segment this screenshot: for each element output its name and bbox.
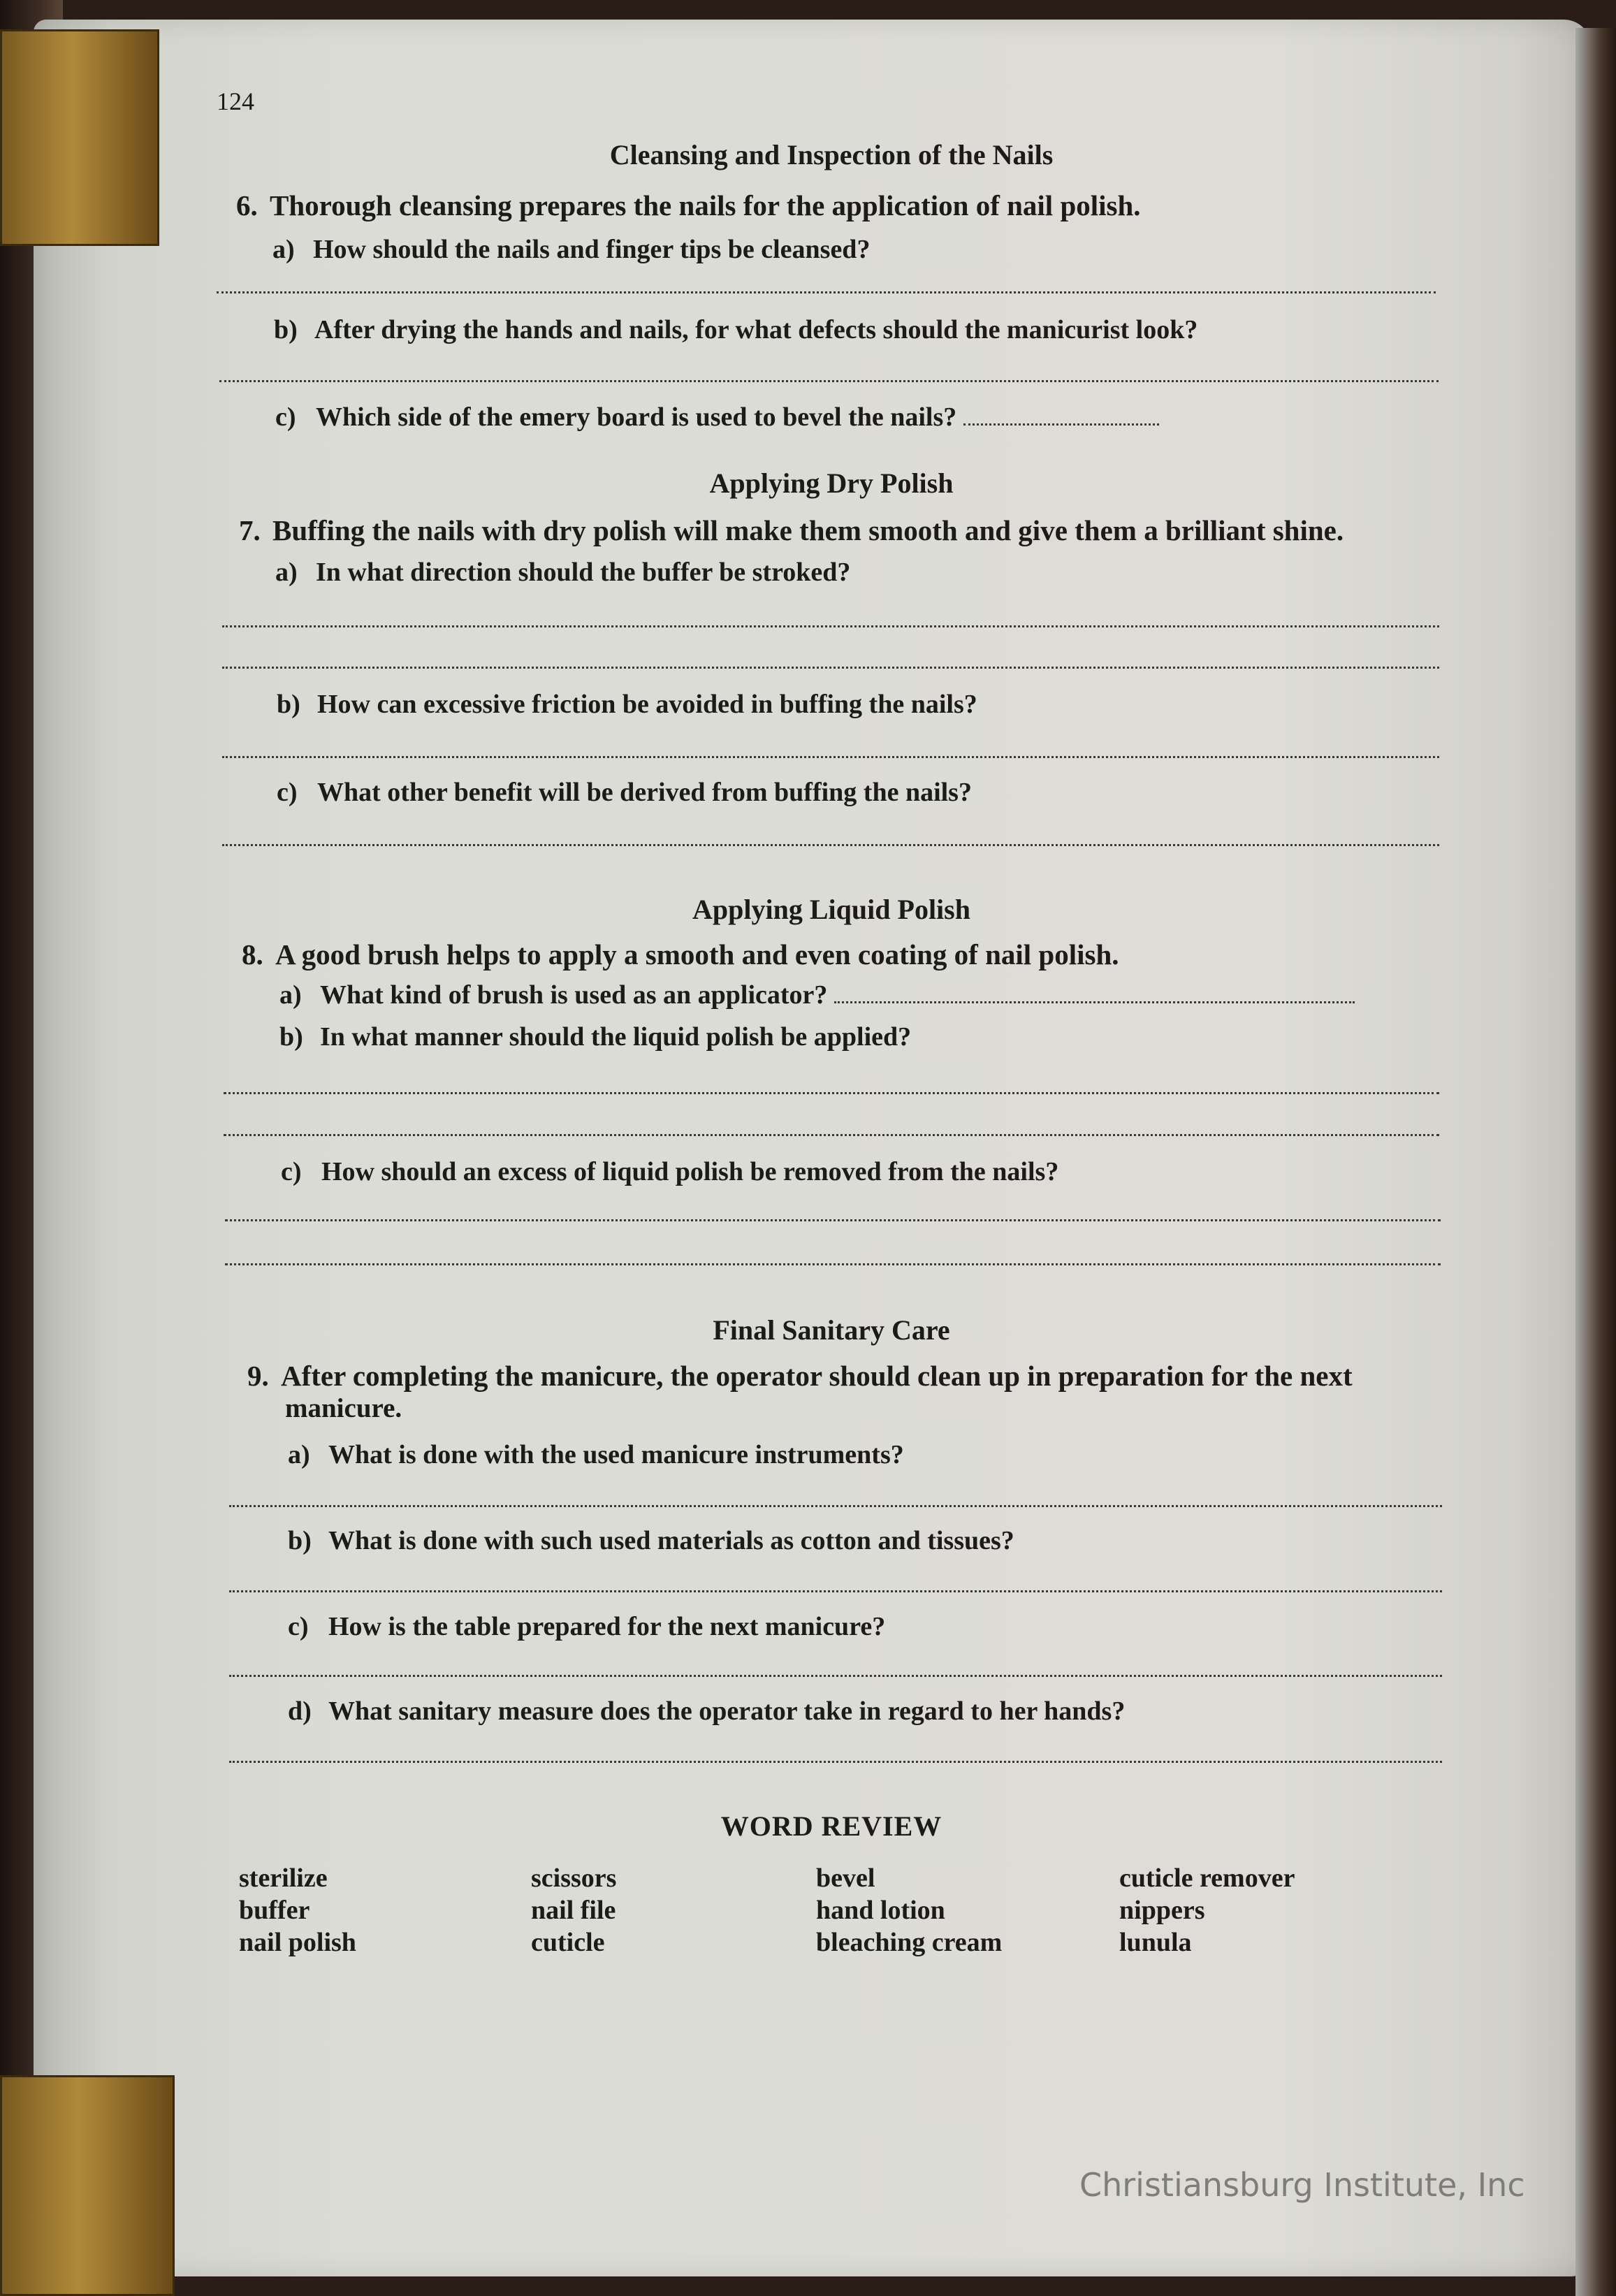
- question-9-continued: manicure.: [285, 1393, 402, 1423]
- question-9c: [288, 1611, 885, 1642]
- section-title-liquid-polish: Applying Liquid Polish: [692, 894, 970, 925]
- question-number: 6.: [236, 189, 258, 221]
- word-review-column-1: [239, 1862, 356, 1959]
- word-review-term: scissors: [531, 1863, 617, 1893]
- word-review-term: nail polish: [239, 1928, 356, 1957]
- word-review-title: WORD REVIEW: [720, 1810, 942, 1842]
- sub-text: How is the table prepared for the next manicure?: [328, 1612, 886, 1641]
- answer-line[interactable]: [222, 756, 1439, 758]
- sub-text: In what manner should the liquid polish be applied?: [320, 1022, 912, 1052]
- question-number: 8.: [242, 938, 263, 971]
- word-review-term: nail file: [531, 1896, 616, 1925]
- word-review-term: bevel: [816, 1863, 875, 1893]
- sub-letter: a): [275, 558, 298, 587]
- question-8: [242, 938, 1119, 971]
- section-title-dry-polish: Applying Dry Polish: [709, 467, 954, 499]
- answer-line[interactable]: [224, 1092, 1439, 1094]
- answer-line[interactable]: [225, 1263, 1441, 1265]
- binder-clip-top: [0, 29, 159, 246]
- page-edge: [1575, 28, 1616, 2296]
- word-review-column-2: [531, 1862, 616, 1959]
- sub-letter: b): [277, 690, 300, 719]
- question-7a: [275, 557, 850, 588]
- sub-text: What is done with the used manicure instruments?: [328, 1440, 904, 1469]
- answer-line[interactable]: [229, 1675, 1442, 1677]
- sub-text: How should the nails and finger tips be cleansed?: [313, 235, 871, 264]
- question-8c: [281, 1156, 1058, 1187]
- word-review-term: cuticle remover: [1119, 1863, 1295, 1893]
- question-6b: [274, 314, 1198, 345]
- sub-text: Which side of the emery board is used to bevel the nails?: [316, 402, 957, 432]
- answer-line[interactable]: [224, 1134, 1439, 1136]
- answer-line[interactable]: [229, 1590, 1442, 1592]
- word-review-term: buffer: [239, 1896, 310, 1925]
- sub-letter: c): [275, 402, 296, 432]
- sub-letter: c): [288, 1612, 309, 1641]
- question-text: Buffing the nails with dry polish will make them smooth and give them a brilliant shine.: [272, 514, 1344, 546]
- sub-letter: b): [274, 315, 298, 344]
- question-number: 7.: [239, 514, 261, 546]
- question-6c: [275, 402, 1159, 433]
- question-8b: [279, 1022, 911, 1052]
- sub-letter: d): [288, 1696, 312, 1726]
- answer-line[interactable]: [225, 1219, 1441, 1221]
- word-review-term: lunula: [1119, 1928, 1192, 1957]
- sub-letter: a): [288, 1440, 310, 1469]
- sub-letter: b): [288, 1526, 312, 1555]
- word-review-term: hand lotion: [816, 1896, 945, 1925]
- word-review-term: nippers: [1119, 1896, 1205, 1925]
- question-9d: [288, 1696, 1125, 1727]
- watermark-text: Christiansburg Institute, Inc: [1079, 2166, 1525, 2204]
- question-text: Thorough cleansing prepares the nails for the application of nail polish.: [270, 189, 1141, 221]
- sub-letter: b): [279, 1022, 303, 1052]
- answer-line[interactable]: [222, 844, 1439, 846]
- answer-line[interactable]: [222, 667, 1439, 669]
- question-9a: [288, 1439, 904, 1470]
- question-number: 9.: [247, 1360, 269, 1392]
- sub-letter: a): [279, 980, 302, 1010]
- answer-line[interactable]: [963, 422, 1159, 426]
- question-text: After completing the manicure, the operator should clean up in preparation for the next: [281, 1360, 1353, 1392]
- question-7c: [277, 777, 972, 808]
- word-review-term: cuticle: [531, 1928, 605, 1957]
- sub-text: What kind of brush is used as an applicator?: [320, 980, 828, 1010]
- question-7b: [277, 689, 977, 720]
- sub-text: How can excessive friction be avoided in buffing the nails?: [317, 690, 977, 719]
- sub-text: What sanitary measure does the operator take in regard to her hands?: [328, 1696, 1126, 1726]
- answer-line[interactable]: [219, 380, 1439, 382]
- question-6a: [272, 234, 870, 265]
- answer-line[interactable]: [229, 1505, 1442, 1507]
- question-text: A good brush helps to apply a smooth and even coating of nail polish.: [275, 938, 1119, 971]
- question-8a: [279, 980, 1355, 1010]
- word-review-term: bleaching cream: [816, 1928, 1003, 1957]
- word-review-column-3: [816, 1862, 1002, 1959]
- section-title-cleansing: Cleansing and Inspection of the Nails: [609, 139, 1054, 170]
- sub-letter: a): [272, 235, 295, 264]
- sub-text: In what direction should the buffer be stroked?: [316, 558, 851, 587]
- question-9: [247, 1359, 1353, 1393]
- question-9b: [288, 1525, 1014, 1556]
- section-title-sanitary: Final Sanitary Care: [713, 1314, 950, 1346]
- sub-text: After drying the hands and nails, for what defects should the manicurist look?: [314, 315, 1198, 344]
- word-review-term: sterilize: [239, 1863, 328, 1893]
- answer-line[interactable]: [229, 1761, 1442, 1763]
- answer-line[interactable]: [834, 1000, 1355, 1003]
- sub-letter: c): [281, 1157, 302, 1186]
- binder-clip-bottom: [0, 2075, 175, 2296]
- answer-line[interactable]: [222, 625, 1439, 627]
- page-number: 124: [217, 87, 254, 115]
- question-7: [239, 514, 1344, 547]
- question-6: [236, 189, 1141, 222]
- sub-text: What is done with such used materials as cotton and tissues?: [328, 1526, 1014, 1555]
- word-review-column-4: [1119, 1862, 1295, 1959]
- sub-text: How should an excess of liquid polish be removed from the nails?: [321, 1157, 1059, 1186]
- sub-letter: c): [277, 778, 298, 807]
- answer-line[interactable]: [217, 291, 1436, 293]
- sub-text: What other benefit will be derived from buffing the nails?: [317, 778, 972, 807]
